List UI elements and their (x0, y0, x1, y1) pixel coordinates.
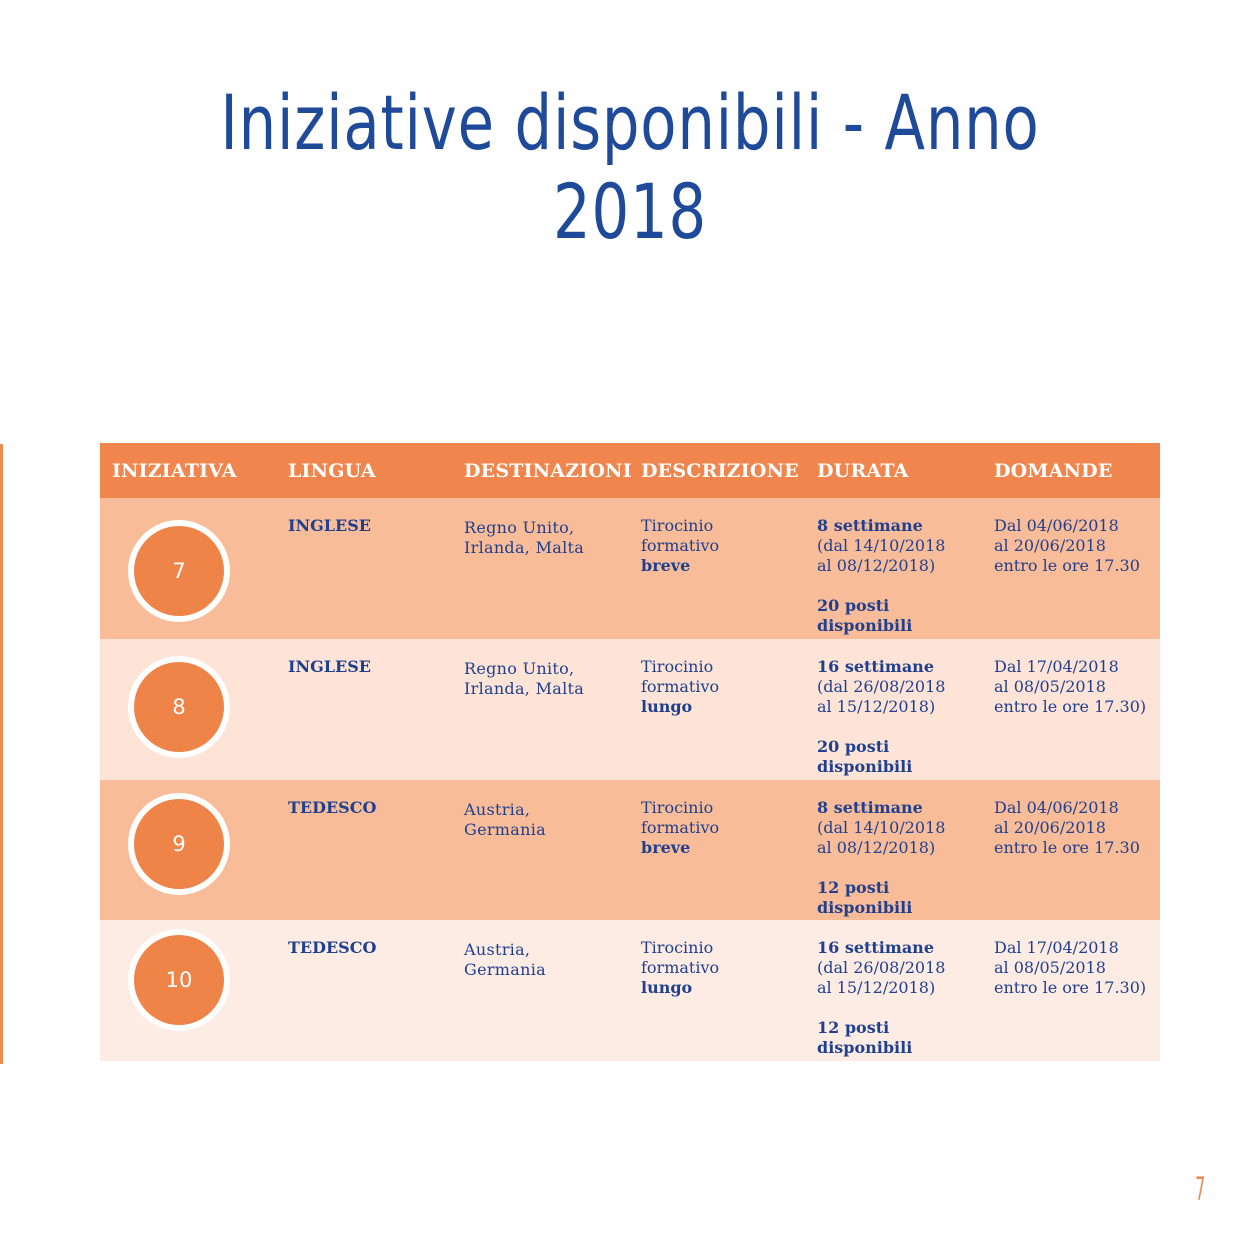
initiative-number-badge: 9 (128, 793, 230, 895)
initiative-number-badge: 8 (128, 656, 230, 758)
table-row (100, 498, 1160, 639)
destinazioni-cell (453, 780, 630, 920)
lingua-cell: TEDESCO (288, 938, 377, 957)
durata-cell (807, 920, 984, 1061)
application-from: Dal 17/04/2018 (994, 657, 1119, 676)
description-line: Tirocinio (641, 798, 714, 817)
available-spots: 20 posti disponibili (817, 596, 913, 635)
duration-weeks: 16 settimane (817, 657, 934, 676)
application-to: al 20/06/2018 (994, 536, 1106, 555)
table-row (100, 639, 1160, 780)
page-title: Iniziative disponibili - Anno 2018 (220, 78, 1040, 256)
duration-weeks: 8 settimane (817, 798, 923, 817)
application-deadline: entro le ore 17.30 (994, 556, 1140, 575)
iniziativa-cell (100, 639, 276, 780)
durata-cell (807, 639, 984, 780)
description-type: lungo (641, 697, 693, 716)
header-domande: DOMANDE (994, 459, 1113, 482)
page-number: 7 (1195, 1170, 1206, 1208)
lingua-cell: INGLESE (288, 516, 371, 535)
initiative-number-badge: 10 (128, 929, 230, 1031)
description-line: Tirocinio (641, 657, 714, 676)
header-lingua: LINGUA (288, 459, 376, 482)
lingua-cell: INGLESE (288, 657, 371, 676)
left-margin-rule (0, 444, 3, 1064)
duration-to: al 08/12/2018) (817, 838, 936, 857)
application-from: Dal 04/06/2018 (994, 516, 1119, 535)
destinazioni-cell (453, 498, 630, 639)
duration-to: al 08/12/2018) (817, 556, 936, 575)
header-durata: DURATA (817, 459, 909, 482)
domande-cell (984, 780, 1160, 920)
description-type: breve (641, 838, 691, 857)
descrizione-cell (630, 639, 807, 780)
destination-line: Regno Unito, (464, 659, 575, 678)
descrizione-cell (630, 920, 807, 1061)
duration-from: (dal 14/10/2018 (817, 536, 946, 555)
destination-line: Germania (464, 820, 546, 839)
description-line: formativo (641, 677, 720, 696)
destinazioni-cell (453, 639, 630, 780)
available-spots: 12 posti disponibili (817, 878, 913, 917)
application-to: al 08/05/2018 (994, 677, 1106, 696)
description-line: formativo (641, 536, 720, 555)
header-iniziativa: INIZIATIVA (112, 459, 237, 482)
header-destinazioni: DESTINAZIONI (464, 459, 632, 482)
destination-line: Austria, (464, 940, 531, 959)
application-to: al 08/05/2018 (994, 958, 1106, 977)
duration-to: al 15/12/2018) (817, 697, 936, 716)
destination-line: Irlanda, Malta (464, 538, 585, 557)
description-line: Tirocinio (641, 938, 714, 957)
application-to: al 20/06/2018 (994, 818, 1106, 837)
description-type: breve (641, 556, 691, 575)
description-line: Tirocinio (641, 516, 714, 535)
iniziativa-cell (100, 498, 276, 639)
iniziativa-cell (100, 920, 276, 1061)
duration-from: (dal 26/08/2018 (817, 958, 946, 977)
initiatives-table (100, 443, 1160, 1061)
duration-to: al 15/12/2018) (817, 978, 936, 997)
duration-weeks: 16 settimane (817, 938, 934, 957)
available-spots: 20 posti disponibili (817, 737, 913, 776)
table-header (100, 443, 1160, 498)
description-type: lungo (641, 978, 693, 997)
destination-line: Germania (464, 960, 546, 979)
application-deadline: entro le ore 17.30 (994, 838, 1140, 857)
available-spots: 12 posti disponibili (817, 1018, 913, 1057)
domande-cell (984, 498, 1160, 639)
destination-line: Austria, (464, 800, 531, 819)
durata-cell (807, 498, 984, 639)
descrizione-cell (630, 498, 807, 639)
domande-cell (984, 920, 1160, 1061)
lingua-cell: TEDESCO (288, 798, 377, 817)
duration-weeks: 8 settimane (817, 516, 923, 535)
duration-from: (dal 14/10/2018 (817, 818, 946, 837)
destination-line: Irlanda, Malta (464, 679, 585, 698)
duration-from: (dal 26/08/2018 (817, 677, 946, 696)
destinazioni-cell (453, 920, 630, 1061)
iniziativa-cell (100, 780, 276, 920)
table-row (100, 780, 1160, 920)
application-deadline: entro le ore 17.30) (994, 978, 1147, 997)
descrizione-cell (630, 780, 807, 920)
domande-cell (984, 639, 1160, 780)
durata-cell (807, 780, 984, 920)
application-deadline: entro le ore 17.30) (994, 697, 1147, 716)
application-from: Dal 17/04/2018 (994, 938, 1119, 957)
table-row (100, 920, 1160, 1061)
destination-line: Regno Unito, (464, 518, 575, 537)
initiative-number-badge: 7 (128, 520, 230, 622)
application-from: Dal 04/06/2018 (994, 798, 1119, 817)
description-line: formativo (641, 958, 720, 977)
header-descrizione: DESCRIZIONE (641, 459, 799, 482)
description-line: formativo (641, 818, 720, 837)
